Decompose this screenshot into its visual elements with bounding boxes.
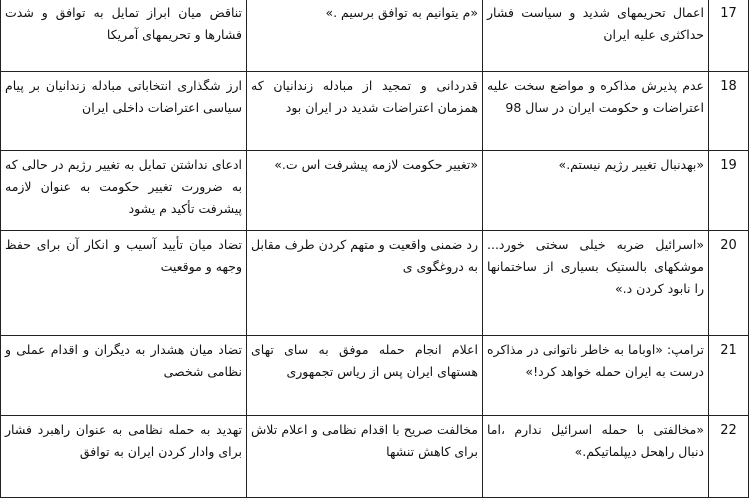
- analysis-cell: تضاد میان هشدار به دیگران و اقدام عملی و نظامی شخصی: [1, 336, 247, 416]
- analysis-cell: تناقض میان ابراز تمایل به توافق و شدت فشارها و تحریمهای آمریکا: [1, 0, 247, 72]
- table-row: [1, 336, 749, 416]
- row-number: 21: [709, 336, 749, 416]
- statement-cell: «بهدنبال تغییر رژیم نیستم.»: [483, 151, 709, 231]
- row-number: 19: [709, 151, 749, 231]
- contradiction-cell: قدردانی و تمجید از مبادله زندانیان که همزمان اعتراضات شدید در ایران بود: [247, 72, 483, 151]
- table-row: [1, 72, 749, 151]
- statement-cell: ترامپ: «اوباما به خاطر ناتوانی در مذاکره درست به ایران حمله خواهد کرد!»: [483, 336, 709, 416]
- table-row: [1, 151, 749, 231]
- table-row: [1, 0, 749, 72]
- contradiction-cell: رد ضمنی واقعیت و متهم کردن طرف مقابل به دروغگوی ی: [247, 231, 483, 336]
- row-number: 17: [709, 0, 749, 72]
- table-row: [1, 416, 749, 498]
- analysis-cell: ارز شگذاری انتخاباتی مبادله زندانیان بر پیام سیاسی اعتراضات داخلی ایران: [1, 72, 247, 151]
- statement-cell: عدم پذیرش مذاکره و مواضع سخت علیه اعتراضات و حکومت ایران در سال 98: [483, 72, 709, 151]
- contradiction-cell: اعلام انجام حمله موفق به سای تهای هستهای ایران پس از ریاس تجمهوری: [247, 336, 483, 416]
- analysis-cell: تهدید به حمله نظامی به عنوان راهبرد فشار برای وادار کردن ایران به توافق: [1, 416, 247, 498]
- contradiction-cell: مخالفت صریح با اقدام نظامی و اعلام تلاش برای کاهش تنشها: [247, 416, 483, 498]
- statement-cell: اعمال تحریمهای شدید و سیاست فشار حداکثری علیه ایران: [483, 0, 709, 72]
- row-number: 18: [709, 72, 749, 151]
- contradiction-cell: «تغییر حکومت لازمه پیشرفت اس ت.»: [247, 151, 483, 231]
- row-number: 22: [709, 416, 749, 498]
- statement-cell: «اسرائیل ضربه خیلی سختی خورد... موشکهای بالستیک بسیاری از ساختمانها را نابود کردن د.»: [483, 231, 709, 336]
- row-number: 20: [709, 231, 749, 336]
- statement-cell: «مخالفتی با حمله اسرائیل ندارم ،اما دنبال راهحل دیپلماتیکم.»: [483, 416, 709, 498]
- contradiction-cell: «م یتوانیم به توافق برسیم .»: [247, 0, 483, 72]
- table-row: [1, 231, 749, 336]
- analysis-cell: ادعای نداشتن تمایل به تغییر رژیم در حالی که به ضرورت تغییر حکومت به عنوان لازمه پیشرفت تأکید م یشود: [1, 151, 247, 231]
- analysis-cell: تضاد میان تأیید آسیب و انکار آن برای حفظ وجهه و موقعیت: [1, 231, 247, 336]
